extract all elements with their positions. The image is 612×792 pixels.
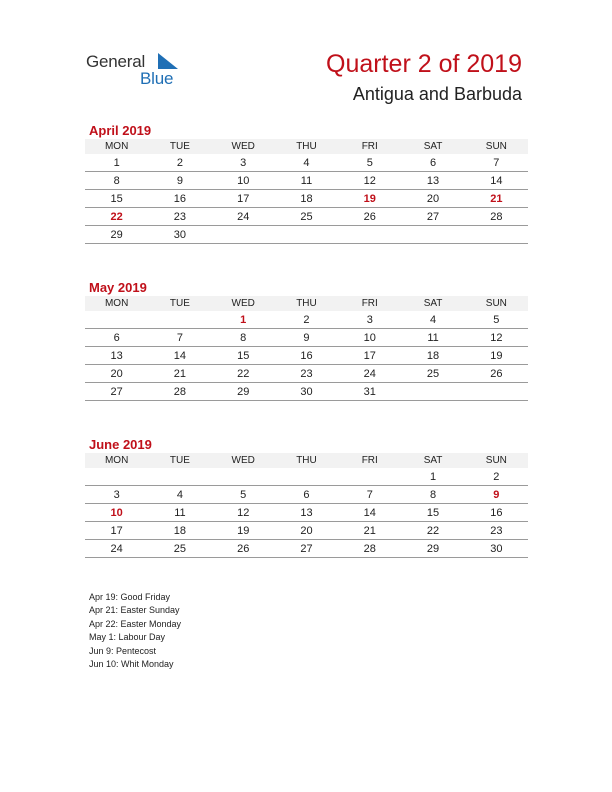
weekday-header: TUE xyxy=(148,453,211,468)
day-cell: 26 xyxy=(212,540,275,558)
month-title: May 2019 xyxy=(89,280,147,295)
weekday-header: SAT xyxy=(401,296,464,311)
holiday-note: Apr 19: Good Friday xyxy=(89,592,171,602)
holiday-note: Apr 22: Easter Monday xyxy=(89,618,182,629)
week-row xyxy=(85,365,528,383)
holiday-note: Jun 9: Pentecost xyxy=(89,645,157,656)
day-cell: 6 xyxy=(275,486,338,504)
day-cell: 3 xyxy=(85,486,148,504)
day-cell: 9 xyxy=(275,329,338,347)
day-cell: 10 xyxy=(212,172,275,190)
week-row xyxy=(85,540,528,558)
day-cell: 28 xyxy=(148,383,211,401)
day-cell: 8 xyxy=(85,172,148,190)
day-cell: 12 xyxy=(465,329,528,347)
month-calendar-june xyxy=(85,436,528,558)
day-cell: 14 xyxy=(338,504,401,522)
week-row xyxy=(85,226,528,244)
day-cell: 17 xyxy=(338,347,401,365)
day-cell: 19 xyxy=(465,347,528,365)
day-cell: 21 xyxy=(148,365,211,383)
weekday-header: WED xyxy=(212,296,275,311)
day-cell: 23 xyxy=(465,522,528,540)
weekday-header: MON xyxy=(85,453,148,468)
day-cell: 13 xyxy=(401,172,464,190)
month-title: April 2019 xyxy=(89,123,152,138)
day-cell: 7 xyxy=(338,486,401,504)
weekday-header: SUN xyxy=(465,296,528,311)
weekday-header: SAT xyxy=(401,139,464,154)
day-cell: 7 xyxy=(465,154,528,172)
week-row xyxy=(85,347,528,365)
day-cell: 18 xyxy=(148,522,211,540)
day-cell: 20 xyxy=(401,190,464,208)
day-cell: 23 xyxy=(275,365,338,383)
empty-day-cell xyxy=(338,468,401,486)
day-cell: 30 xyxy=(465,540,528,558)
day-cell: 23 xyxy=(148,208,211,226)
day-cell: 24 xyxy=(85,540,148,558)
week-row xyxy=(85,522,528,540)
day-cell: 21 xyxy=(338,522,401,540)
day-cell: 4 xyxy=(148,486,211,504)
day-cell: 20 xyxy=(85,365,148,383)
empty-day-cell xyxy=(85,468,148,486)
month-title: June 2019 xyxy=(89,437,152,452)
day-cell: 3 xyxy=(338,311,401,329)
weekday-header-row xyxy=(85,296,528,311)
day-cell: 12 xyxy=(212,504,275,522)
weekday-header: TUE xyxy=(148,139,211,154)
day-cell: 18 xyxy=(401,347,464,365)
day-cell: 13 xyxy=(85,347,148,365)
logo xyxy=(86,52,196,92)
day-cell: 27 xyxy=(401,208,464,226)
day-cell: 24 xyxy=(212,208,275,226)
day-cell: 2 xyxy=(275,311,338,329)
day-cell: 21 xyxy=(465,190,528,208)
week-row xyxy=(85,468,528,486)
day-cell: 14 xyxy=(148,347,211,365)
week-row xyxy=(85,486,528,504)
empty-day-cell xyxy=(275,468,338,486)
empty-day-cell xyxy=(275,226,338,244)
day-cell: 15 xyxy=(212,347,275,365)
weekday-header: THU xyxy=(275,139,338,154)
empty-day-cell xyxy=(212,226,275,244)
day-cell: 1 xyxy=(85,154,148,172)
empty-day-cell xyxy=(401,383,464,401)
day-cell: 31 xyxy=(338,383,401,401)
day-cell: 16 xyxy=(465,504,528,522)
empty-day-cell xyxy=(148,468,211,486)
day-cell: 10 xyxy=(338,329,401,347)
day-cell: 29 xyxy=(401,540,464,558)
empty-day-cell xyxy=(148,311,211,329)
day-cell: 26 xyxy=(465,365,528,383)
day-cell: 26 xyxy=(338,208,401,226)
calendar-table xyxy=(85,139,528,244)
empty-day-cell xyxy=(85,311,148,329)
day-cell: 28 xyxy=(338,540,401,558)
holiday-note: May 1: Labour Day xyxy=(89,632,166,643)
day-cell: 6 xyxy=(85,329,148,347)
day-cell: 12 xyxy=(338,172,401,190)
day-cell: 3 xyxy=(212,154,275,172)
day-cell: 20 xyxy=(275,522,338,540)
holiday-note: Apr 21: Easter Sunday xyxy=(89,605,180,616)
logo-triangle-icon xyxy=(158,53,178,69)
day-cell: 22 xyxy=(212,365,275,383)
day-cell: 22 xyxy=(401,522,464,540)
weekday-header: FRI xyxy=(338,139,401,154)
day-cell: 13 xyxy=(275,504,338,522)
day-cell: 30 xyxy=(275,383,338,401)
day-cell: 1 xyxy=(401,468,464,486)
weekday-header: THU xyxy=(275,296,338,311)
day-cell: 22 xyxy=(85,208,148,226)
weekday-header-row xyxy=(85,139,528,154)
day-cell: 5 xyxy=(338,154,401,172)
page-title: Quarter 2 of 2019 xyxy=(326,50,522,78)
day-cell: 4 xyxy=(275,154,338,172)
day-cell: 25 xyxy=(275,208,338,226)
page-subtitle: Antigua and Barbuda xyxy=(352,84,522,104)
weekday-header: WED xyxy=(212,453,275,468)
weekday-header: WED xyxy=(212,139,275,154)
month-calendar-may xyxy=(85,279,528,401)
week-row xyxy=(85,311,528,329)
day-cell: 14 xyxy=(465,172,528,190)
day-cell: 16 xyxy=(275,347,338,365)
day-cell: 10 xyxy=(85,504,148,522)
day-cell: 28 xyxy=(465,208,528,226)
day-cell: 19 xyxy=(338,190,401,208)
empty-day-cell xyxy=(212,468,275,486)
day-cell: 29 xyxy=(212,383,275,401)
day-cell: 9 xyxy=(148,172,211,190)
logo-text-general: General xyxy=(86,52,146,71)
holiday-note: Jun 10: Whit Monday xyxy=(89,659,174,670)
day-cell: 1 xyxy=(212,311,275,329)
day-cell: 27 xyxy=(85,383,148,401)
weekday-header: MON xyxy=(85,296,148,311)
day-cell: 4 xyxy=(401,311,464,329)
holiday-notes xyxy=(89,591,181,671)
day-cell: 24 xyxy=(338,365,401,383)
day-cell: 18 xyxy=(275,190,338,208)
weekday-header: SUN xyxy=(465,139,528,154)
day-cell: 25 xyxy=(401,365,464,383)
day-cell: 8 xyxy=(401,486,464,504)
week-row xyxy=(85,504,528,522)
day-cell: 16 xyxy=(148,190,211,208)
day-cell: 7 xyxy=(148,329,211,347)
day-cell: 29 xyxy=(85,226,148,244)
day-cell: 15 xyxy=(401,504,464,522)
day-cell: 17 xyxy=(85,522,148,540)
day-cell: 11 xyxy=(275,172,338,190)
week-row xyxy=(85,383,528,401)
day-cell: 2 xyxy=(465,468,528,486)
empty-day-cell xyxy=(465,226,528,244)
week-row xyxy=(85,172,528,190)
week-row xyxy=(85,208,528,226)
weekday-header: FRI xyxy=(338,296,401,311)
weekday-header: THU xyxy=(275,453,338,468)
empty-day-cell xyxy=(465,383,528,401)
empty-day-cell xyxy=(401,226,464,244)
month-calendar-april xyxy=(85,122,528,244)
day-cell: 27 xyxy=(275,540,338,558)
weekday-header: MON xyxy=(85,139,148,154)
weekday-header: FRI xyxy=(338,453,401,468)
weekday-header-row xyxy=(85,453,528,468)
day-cell: 15 xyxy=(85,190,148,208)
day-cell: 5 xyxy=(465,311,528,329)
day-cell: 8 xyxy=(212,329,275,347)
day-cell: 19 xyxy=(212,522,275,540)
week-row xyxy=(85,190,528,208)
day-cell: 17 xyxy=(212,190,275,208)
day-cell: 9 xyxy=(465,486,528,504)
day-cell: 11 xyxy=(148,504,211,522)
calendar-table xyxy=(85,296,528,401)
logo-text-blue: Blue xyxy=(140,69,174,88)
day-cell: 11 xyxy=(401,329,464,347)
weekday-header: SUN xyxy=(465,453,528,468)
weekday-header: SAT xyxy=(401,453,464,468)
weekday-header: TUE xyxy=(148,296,211,311)
day-cell: 6 xyxy=(401,154,464,172)
calendar-table xyxy=(85,453,528,558)
week-row xyxy=(85,329,528,347)
week-row xyxy=(85,154,528,172)
day-cell: 5 xyxy=(212,486,275,504)
day-cell: 30 xyxy=(148,226,211,244)
day-cell: 2 xyxy=(148,154,211,172)
empty-day-cell xyxy=(338,226,401,244)
day-cell: 25 xyxy=(148,540,211,558)
